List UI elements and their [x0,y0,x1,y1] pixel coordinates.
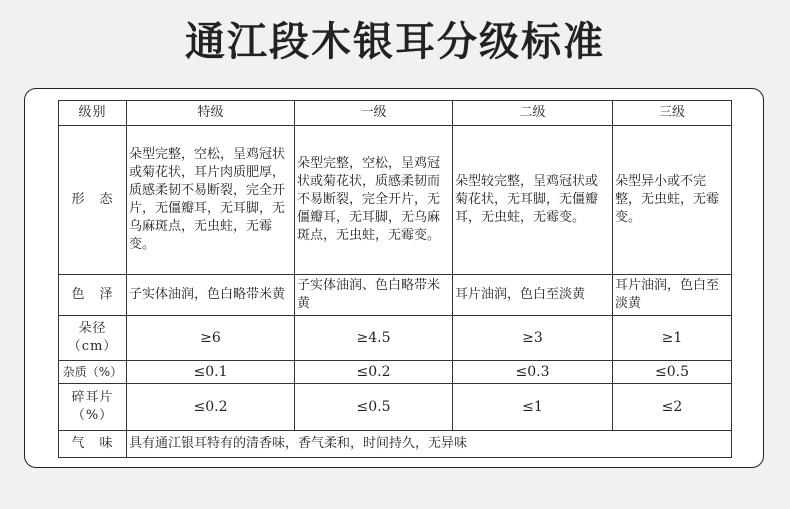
grading-table [58,100,732,458]
table-row [59,316,732,361]
header-second: 二级 [453,101,613,126]
page-title: 通江段木银耳分级标准 [185,19,605,65]
header-row [59,101,732,126]
row-label-diameter: 朵径（cm） [59,316,127,361]
cell-shape-first: 朵型完整，空松，呈鸡冠状或菊花状，质感柔韧而不易断裂，完全开片，无僵瓣耳，无耳脚，无乌麻斑点，无虫蛀，无霉变。 [295,126,453,275]
grading-card [24,88,764,468]
table-row [59,126,732,275]
header-first: 一级 [295,101,453,126]
row-label-color: 色 泽 [59,275,127,316]
header-third: 三级 [613,101,732,126]
header-special: 特级 [127,101,295,126]
cell-fragments-special: ≤0.2 [127,384,295,431]
cell-color-third: 耳片油润，色白至淡黄 [613,275,732,316]
cell-fragments-first: ≤0.5 [295,384,453,431]
cell-color-first: 子实体油润、色白略带米黄 [295,275,453,316]
header-grade: 级别 [59,101,127,126]
cell-smell-all: 具有通江银耳特有的清香味，香气柔和，时间持久，无异味 [127,431,732,458]
cell-fragments-third: ≤2 [613,384,732,431]
cell-diameter-special: ≥6 [127,316,295,361]
cell-diameter-first: ≥4.5 [295,316,453,361]
table-row [59,361,732,384]
cell-impurity-first: ≤0.2 [295,361,453,384]
cell-impurity-third: ≤0.5 [613,361,732,384]
table-row [59,275,732,316]
cell-diameter-third: ≥1 [613,316,732,361]
cell-impurity-special: ≤0.1 [127,361,295,384]
row-label-fragments: 碎耳片（%） [59,384,127,431]
cell-impurity-second: ≤0.3 [453,361,613,384]
cell-shape-second: 朵型较完整，呈鸡冠状或菊花状，无耳脚，无僵瓣耳，无虫蛀，无霉变。 [453,126,613,275]
cell-fragments-second: ≤1 [453,384,613,431]
cell-color-second: 耳片油润，色白至淡黄 [453,275,613,316]
row-label-shape: 形 态 [59,126,127,275]
cell-color-special: 子实体油润，色白略带米黄 [127,275,295,316]
cell-shape-third: 朵型异小或不完整，无虫蛀，无霉变。 [613,126,732,275]
row-label-smell: 气 味 [59,431,127,458]
cell-diameter-second: ≥3 [453,316,613,361]
row-label-impurity: 杂质（%） [59,361,127,384]
table-row [59,384,732,431]
table-row [59,431,732,458]
cell-shape-special: 朵型完整，空松，呈鸡冠状或菊花状，耳片肉质肥厚，质感柔韧不易断裂，完全开片，无僵瓣耳，无耳脚，无乌麻斑点，无虫蛀，无霉变。 [127,126,295,275]
